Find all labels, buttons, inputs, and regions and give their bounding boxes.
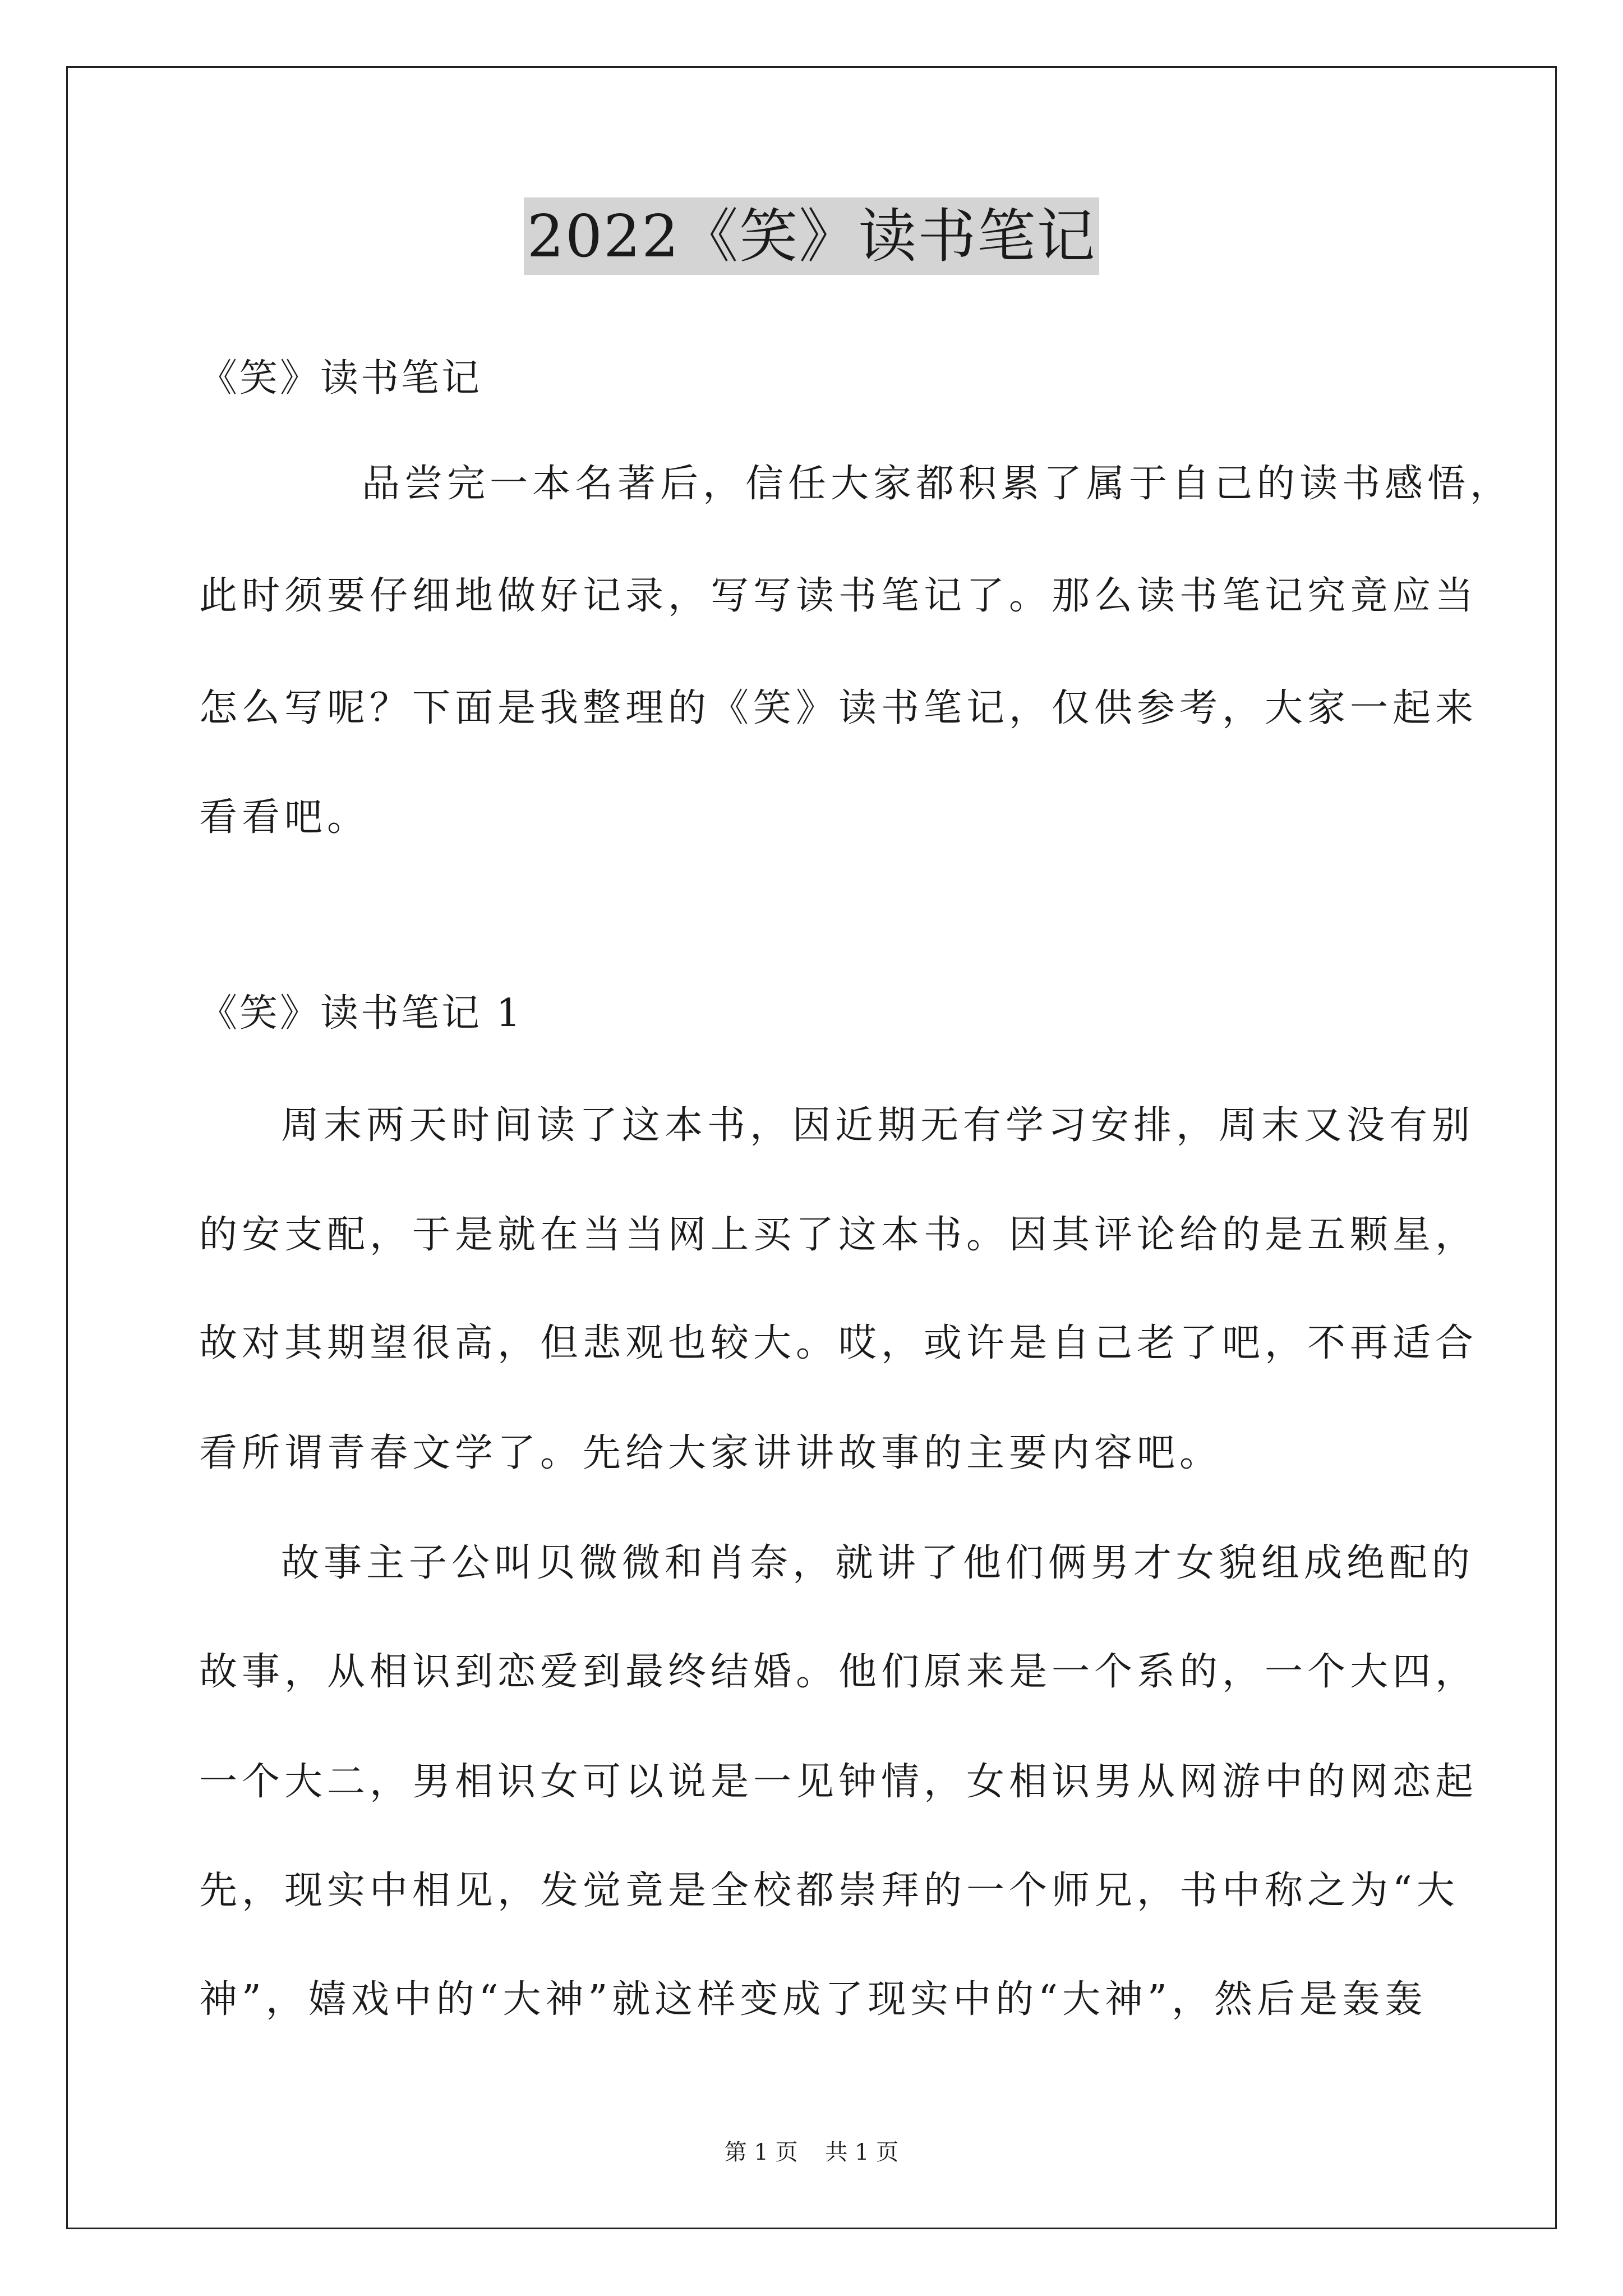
section-heading: 《笑》读书笔记 1 — [199, 991, 523, 1036]
paragraph-line: 故事，从相识到恋爱到最终结婚。他们原来是一个系的，一个大四， — [199, 1650, 1478, 1694]
intro-line: 品尝完一本名著后，信任大家都积累了属于自己的读书感悟， — [362, 462, 1513, 506]
paragraph-line: 周末两天时间读了这本书，因近期无有学习安排，周末又没有别 — [281, 1103, 1475, 1148]
page-number: 第 1 页 — [724, 2139, 798, 2165]
paragraph-line: 故对其期望很高，但悲观也较大。哎，或许是自己老了吧，不再适合 — [199, 1321, 1478, 1365]
page-footer — [0, 2138, 1623, 2166]
paragraph-line: 神”，嬉戏中的“大神”就这样变成了现实中的“大神”，然后是轰轰 — [199, 1977, 1427, 2022]
paragraph-line: 一个大二，男相识女可以说是一见钟情，女相识男从网游中的网恋起 — [199, 1760, 1478, 1804]
subtitle: 《笑》读书笔记 — [199, 356, 482, 401]
document-title: 2022《笑》读书笔记 — [524, 197, 1100, 275]
intro-line: 怎么写呢？下面是我整理的《笑》读书笔记，仅供参考，大家一起来 — [199, 686, 1478, 730]
paragraph-line: 的安支配，于是就在当当网上买了这本书。因其评论给的是五颗星， — [199, 1213, 1478, 1257]
paragraph-line: 先，现实中相见，发觉竟是全校都崇拜的一个师兄，书中称之为“大 — [199, 1869, 1459, 1913]
page-total: 共 1 页 — [825, 2139, 899, 2165]
paragraph-line: 看所谓青春文学了。先给大家讲讲故事的主要内容吧。 — [199, 1431, 1223, 1475]
title-container — [0, 197, 1623, 275]
paragraph-line: 故事主子公叫贝微微和肖奈，就讲了他们俩男才女貌组成绝配的 — [281, 1541, 1475, 1585]
intro-line: 看看吧。 — [199, 795, 370, 840]
intro-line: 此时须要仔细地做好记录，写写读书笔记了。那么读书笔记究竟应当 — [199, 574, 1478, 618]
